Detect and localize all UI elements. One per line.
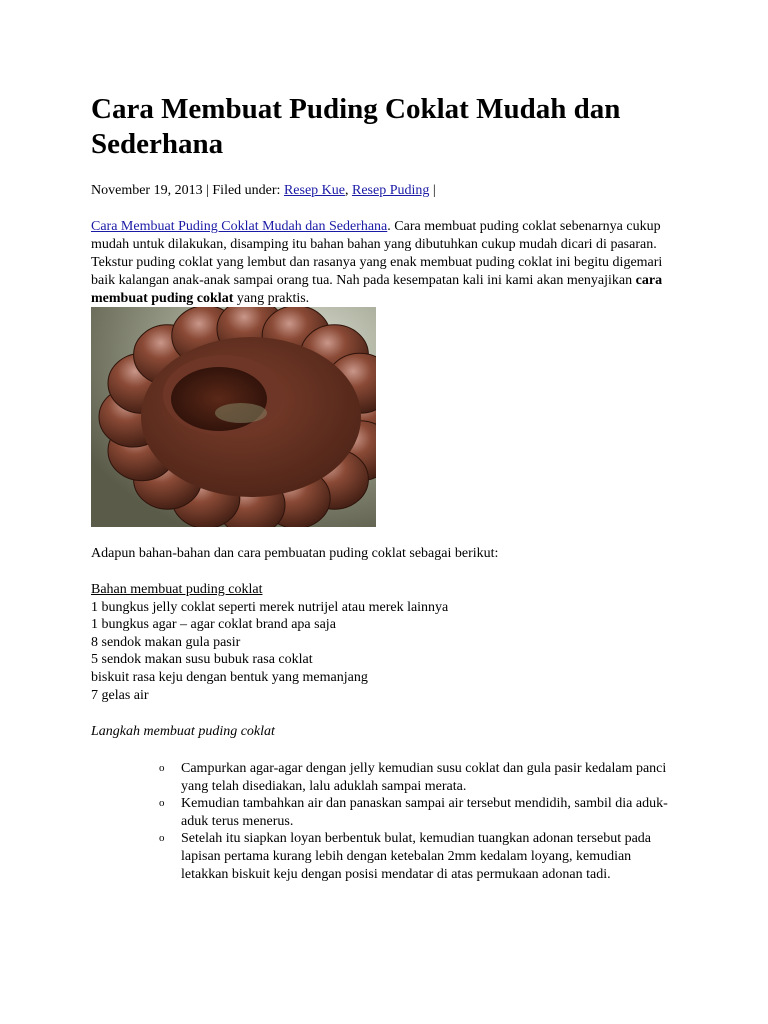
step-item <box>159 795 679 830</box>
intro-bold-text: cara membuat puding coklat <box>91 273 663 306</box>
step-text: Kemudian tambahkan air dan panaskan sampai air tersebut mendidih, sambil dia aduk-aduk terus menerus. <box>181 796 668 829</box>
ingredient-item: 1 bungkus jelly coklat seperti merek nutrijel atau merek lainnya <box>91 599 449 615</box>
ingredients-heading: Bahan membuat puding coklat <box>91 582 263 597</box>
steps-list <box>159 760 679 883</box>
ingredient-item: 5 sendok makan susu bubuk rasa coklat <box>91 652 313 668</box>
bullet-icon: o <box>159 762 165 774</box>
intro-text-1: . Cara membuat puding coklat sebenarnya cukup mudah untuk dilakukan, disamping itu bahan bahan yang dibutuhkan cukup mudah dicari di pasaran. Tekstur puding coklat yang lembut dan rasanya yang enak membuat puding coklat ini begitu digemari baik kalangan anak-anak sampai orang tua. Nah pada kesempatan kali ini kami akan menyajikan <box>91 219 663 288</box>
bullet-icon: o <box>159 832 165 845</box>
step-text: Campurkan agar-agar dengan jelly kemudian susu coklat dan gula pasir kedalam panci yang telah disediakan, lalu aduklah sampai merata. <box>181 761 667 794</box>
step-text: Setelah itu siapkan loyan berbentuk bulat, kemudian tuangkan adonan tersebut pada lapisan pertama kurang lebih dengan ketebalan 2mm kedalam loyang, kemudian letakkan biskuit keju dengan posisi mendatar di atas permukaan adonan tadi. <box>181 831 652 882</box>
ingredient-item: biskuit rasa keju dengan bentuk yang memanjang <box>91 669 368 685</box>
post-meta <box>91 182 436 200</box>
category-link-resep-kue[interactable]: Resep Kue <box>283 183 345 198</box>
intro-paragraph <box>91 218 687 308</box>
intro-title-link[interactable]: Cara Membuat Puding Coklat Mudah dan Sederhana <box>91 219 388 234</box>
meta-separator: , <box>344 183 352 198</box>
bullet-icon: o <box>159 797 165 810</box>
meta-suffix: | <box>429 183 436 198</box>
ingredient-item: 7 gelas air <box>91 687 149 703</box>
post-date: November 19, 2013 | Filed under: <box>91 183 284 198</box>
intro-text-2: yang praktis. <box>233 291 310 306</box>
ingredient-item: 1 bungkus agar – agar coklat brand apa saja <box>91 617 336 633</box>
step-item <box>159 830 679 883</box>
ingredients-block <box>91 581 448 704</box>
pudding-photo <box>91 307 376 527</box>
ingredients-intro: Adapun bahan-bahan dan cara pembuatan puding coklat sebagai berikut: <box>91 546 499 561</box>
category-link-resep-puding[interactable]: Resep Puding <box>351 183 430 198</box>
steps-heading: Langkah membuat puding coklat <box>91 724 275 739</box>
ingredient-item: 8 sendok makan gula pasir <box>91 634 241 650</box>
step-item <box>159 760 679 795</box>
page-title: Cara Membuat Puding Coklat Mudah dan Sederhana <box>91 93 621 160</box>
